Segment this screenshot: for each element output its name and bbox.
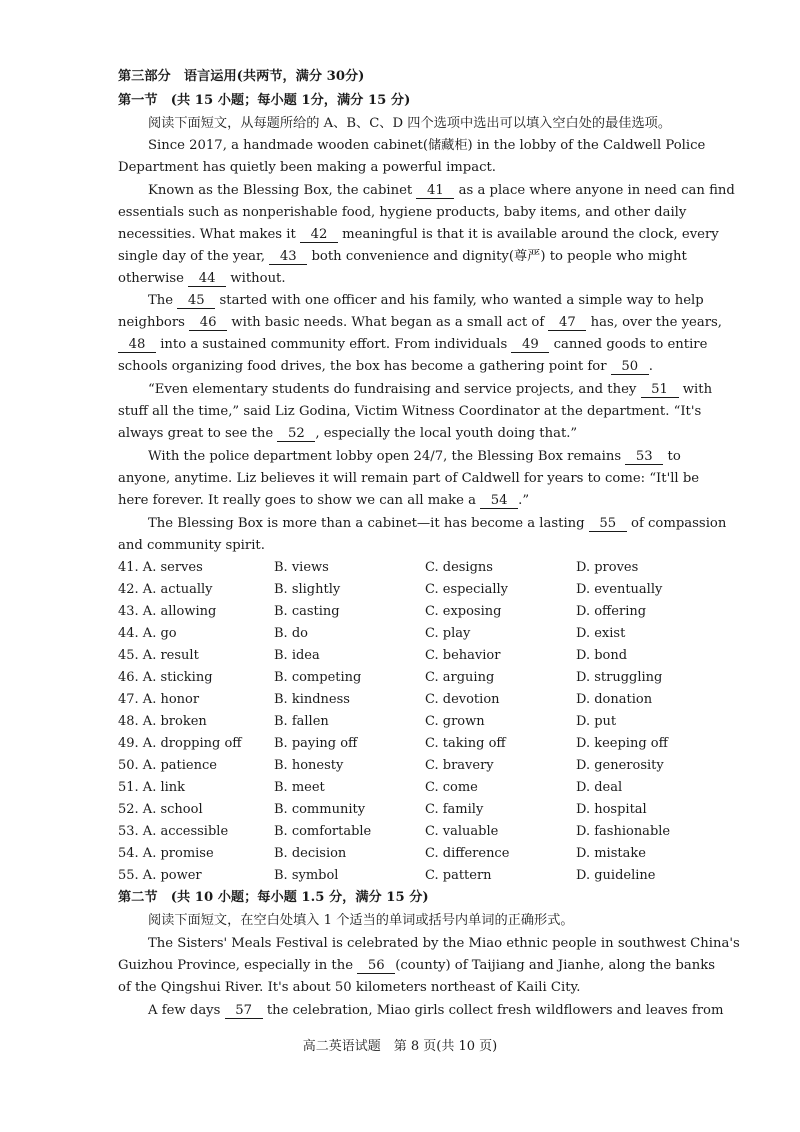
text: to	[667, 449, 681, 464]
option-45-a[interactable]: 45. A. result	[118, 648, 199, 663]
text: The	[148, 293, 174, 308]
passage-line	[118, 248, 687, 266]
option-48-b[interactable]: B. fallen	[274, 714, 329, 729]
blank-48[interactable]: 48	[118, 337, 156, 353]
text: canned goods to entire	[553, 337, 708, 352]
option-42-a[interactable]: 42. A. actually	[118, 582, 213, 597]
option-44-d[interactable]: D. exist	[576, 626, 626, 641]
option-50-b[interactable]: B. honesty	[274, 758, 344, 773]
option-42-d[interactable]: D. eventually	[576, 582, 663, 597]
passage-line	[148, 515, 726, 533]
option-52-a[interactable]: 52. A. school	[118, 802, 203, 817]
option-50-d[interactable]: D. generosity	[576, 758, 664, 773]
blank-45[interactable]: 45	[177, 293, 215, 309]
option-43-a[interactable]: 43. A. allowing	[118, 604, 217, 619]
section2-heading: 第二节 (共 10 小题；每小题 1.5 分，满分 15 分)	[118, 890, 429, 905]
option-51-b[interactable]: B. meet	[274, 780, 325, 795]
text: both convenience and dignity(尊严) to people who might	[311, 249, 687, 264]
option-43-c[interactable]: C. exposing	[425, 604, 502, 619]
passage-line: essentials such as nonperishable food, hygiene products, baby items, and other daily	[118, 205, 687, 220]
option-44-c[interactable]: C. play	[425, 626, 471, 641]
section2-instruction: 阅读下面短文，在空白处填入 1 个适当的单词或括号内单词的正确形式。	[148, 913, 574, 928]
text: into a sustained community effort. From individuals	[160, 337, 508, 352]
option-48-c[interactable]: C. grown	[425, 714, 485, 729]
passage-line	[148, 381, 712, 399]
option-46-d[interactable]: D. struggling	[576, 670, 663, 685]
option-54-b[interactable]: B. decision	[274, 846, 347, 861]
option-50-c[interactable]: C. bravery	[425, 758, 494, 773]
option-52-d[interactable]: D. hospital	[576, 802, 647, 817]
option-53-a[interactable]: 53. A. accessible	[118, 824, 229, 839]
option-48-d[interactable]: D. put	[576, 714, 617, 729]
text: has, over the years,	[590, 315, 722, 330]
text: Guizhou Province, especially in the	[118, 958, 354, 973]
text: meaningful is that it is available around the clock, every	[342, 227, 719, 242]
passage-line	[118, 314, 722, 332]
quote-end: .”	[518, 493, 530, 508]
text: otherwise	[118, 271, 184, 286]
blank-53[interactable]: 53	[625, 449, 663, 465]
text: single day of the year,	[118, 249, 266, 264]
blank-54[interactable]: 54	[480, 493, 518, 509]
text: the celebration, Miao girls collect fresh wildflowers and leaves from	[266, 1003, 724, 1018]
text: without.	[230, 271, 286, 286]
passage-line: Since 2017, a handmade wooden cabinet(储藏柜) in the lobby of the Caldwell Police	[148, 138, 706, 153]
passage-line: anyone, anytime. Liz believes it will remain part of Caldwell for years to come: “It'll be	[118, 471, 700, 486]
option-52-c[interactable]: C. family	[425, 802, 484, 817]
text: of compassion	[631, 516, 727, 531]
option-47-d[interactable]: D. donation	[576, 692, 653, 707]
text: A few days	[148, 1003, 221, 1018]
period: .	[648, 359, 653, 374]
blank-41[interactable]: 41	[416, 183, 454, 199]
option-47-a[interactable]: 47. A. honor	[118, 692, 200, 707]
passage-line	[118, 358, 653, 376]
passage-line	[118, 957, 715, 975]
passage-line: and community spirit.	[118, 538, 265, 553]
text: always great to see the	[118, 426, 274, 441]
blank-47[interactable]: 47	[548, 315, 586, 331]
option-43-b[interactable]: B. casting	[274, 604, 340, 619]
blank-56[interactable]: 56	[357, 958, 395, 974]
text: with basic needs. What began as a small act of	[231, 315, 545, 330]
passage-line: Department has quietly been making a powerful impact.	[118, 160, 496, 175]
passage-line	[118, 425, 577, 443]
blank-43[interactable]: 43	[269, 249, 307, 265]
passage-line	[118, 336, 707, 354]
option-53-b[interactable]: B. comfortable	[274, 824, 372, 839]
blank-49[interactable]: 49	[511, 337, 549, 353]
option-44-b[interactable]: B. do	[274, 626, 308, 641]
option-51-c[interactable]: C. come	[425, 780, 478, 795]
option-54-c[interactable]: C. difference	[425, 846, 510, 861]
text: as a place where anyone in need can find	[458, 183, 735, 198]
option-41-a[interactable]: 41. A. serves	[118, 560, 203, 575]
text: started with one officer and his family, who wanted a simple way to help	[219, 293, 704, 308]
option-49-c[interactable]: C. taking off	[425, 736, 506, 751]
option-54-a[interactable]: 54. A. promise	[118, 846, 214, 861]
option-55-d[interactable]: D. guideline	[576, 868, 656, 883]
option-49-d[interactable]: D. keeping off	[576, 736, 668, 751]
option-45-c[interactable]: C. behavior	[425, 648, 501, 663]
part-heading: 第三部分 语言运用(共两节，满分 30分)	[118, 69, 365, 84]
section1-heading: 第一节 (共 15 小题；每小题 1分，满分 15 分)	[118, 93, 411, 108]
text: Known as the Blessing Box, the cabinet	[148, 183, 413, 198]
passage-line: The Sisters' Meals Festival is celebrated by the Miao ethnic people in southwest China's	[148, 936, 740, 951]
option-46-b[interactable]: B. competing	[274, 670, 362, 685]
option-41-d[interactable]: D. proves	[576, 560, 639, 575]
text: neighbors	[118, 315, 185, 330]
option-45-b[interactable]: B. idea	[274, 648, 320, 663]
text: The Blessing Box is more than a cabinet—it has become a lasting	[148, 516, 585, 531]
text: , especially the local youth doing that.”	[315, 426, 578, 441]
blank-52[interactable]: 52	[277, 426, 315, 442]
passage-line	[148, 1002, 723, 1020]
blank-50[interactable]: 50	[611, 359, 649, 375]
text: here forever. It really goes to show we can all make a	[118, 493, 476, 508]
option-55-a[interactable]: 55. A. power	[118, 868, 202, 883]
option-51-a[interactable]: 51. A. link	[118, 780, 186, 795]
option-55-c[interactable]: C. pattern	[425, 868, 492, 883]
blank-57[interactable]: 57	[225, 1003, 263, 1019]
passage-line	[148, 448, 681, 466]
option-44-a[interactable]: 44. A. go	[118, 626, 177, 641]
passage-line: of the Qingshui River. It's about 50 kilometers northeast of Kaili City.	[118, 980, 581, 995]
text: with	[682, 382, 713, 397]
option-48-a[interactable]: 48. A. broken	[118, 714, 207, 729]
section1-instruction: 阅读下面短文，从每题所给的 A、B、C、D 四个选项中选出可以填入空白处的最佳选项。	[148, 116, 672, 131]
text: necessities. What makes it	[118, 227, 296, 242]
passage-line	[118, 492, 529, 510]
option-49-a[interactable]: 49. A. dropping off	[118, 736, 242, 751]
passage-line	[148, 292, 704, 310]
option-46-c[interactable]: C. arguing	[425, 670, 495, 685]
option-46-a[interactable]: 46. A. sticking	[118, 670, 213, 685]
text: “Even elementary students do fundraising and service projects, and they	[148, 382, 637, 397]
option-45-d[interactable]: D. bond	[576, 648, 628, 663]
blank-42[interactable]: 42	[300, 227, 338, 243]
option-41-c[interactable]: C. designs	[425, 560, 493, 575]
passage-line	[118, 270, 286, 288]
text: schools organizing food drives, the box has become a gathering point for	[118, 359, 607, 374]
option-55-b[interactable]: B. symbol	[274, 868, 339, 883]
option-53-d[interactable]: D. fashionable	[576, 824, 671, 839]
option-54-d[interactable]: D. mistake	[576, 846, 646, 861]
page-footer: 高二英语试题 第 8 页(共 10 页)	[302, 1039, 498, 1054]
option-41-b[interactable]: B. views	[274, 560, 329, 575]
passage-line	[118, 226, 719, 244]
text: (county) of Taijiang and Jianhe, along the banks	[395, 958, 715, 973]
option-50-a[interactable]: 50. A. patience	[118, 758, 217, 773]
option-42-c[interactable]: C. especially	[425, 582, 508, 597]
option-43-d[interactable]: D. offering	[576, 604, 647, 619]
option-53-c[interactable]: C. valuable	[425, 824, 499, 839]
option-42-b[interactable]: B. slightly	[274, 582, 341, 597]
option-52-b[interactable]: B. community	[274, 802, 366, 817]
option-47-c[interactable]: C. devotion	[425, 692, 500, 707]
passage-line: stuff all the time,” said Liz Godina, Victim Witness Coordinator at the department. “It's	[118, 404, 702, 419]
blank-55[interactable]: 55	[589, 516, 627, 532]
option-49-b[interactable]: B. paying off	[274, 736, 358, 751]
blank-44[interactable]: 44	[188, 271, 226, 287]
blank-46[interactable]: 46	[189, 315, 227, 331]
option-47-b[interactable]: B. kindness	[274, 692, 350, 707]
blank-51[interactable]: 51	[641, 382, 679, 398]
option-51-d[interactable]: D. deal	[576, 780, 623, 795]
text: With the police department lobby open 24/7, the Blessing Box remains	[148, 449, 622, 464]
passage-line	[148, 182, 735, 200]
